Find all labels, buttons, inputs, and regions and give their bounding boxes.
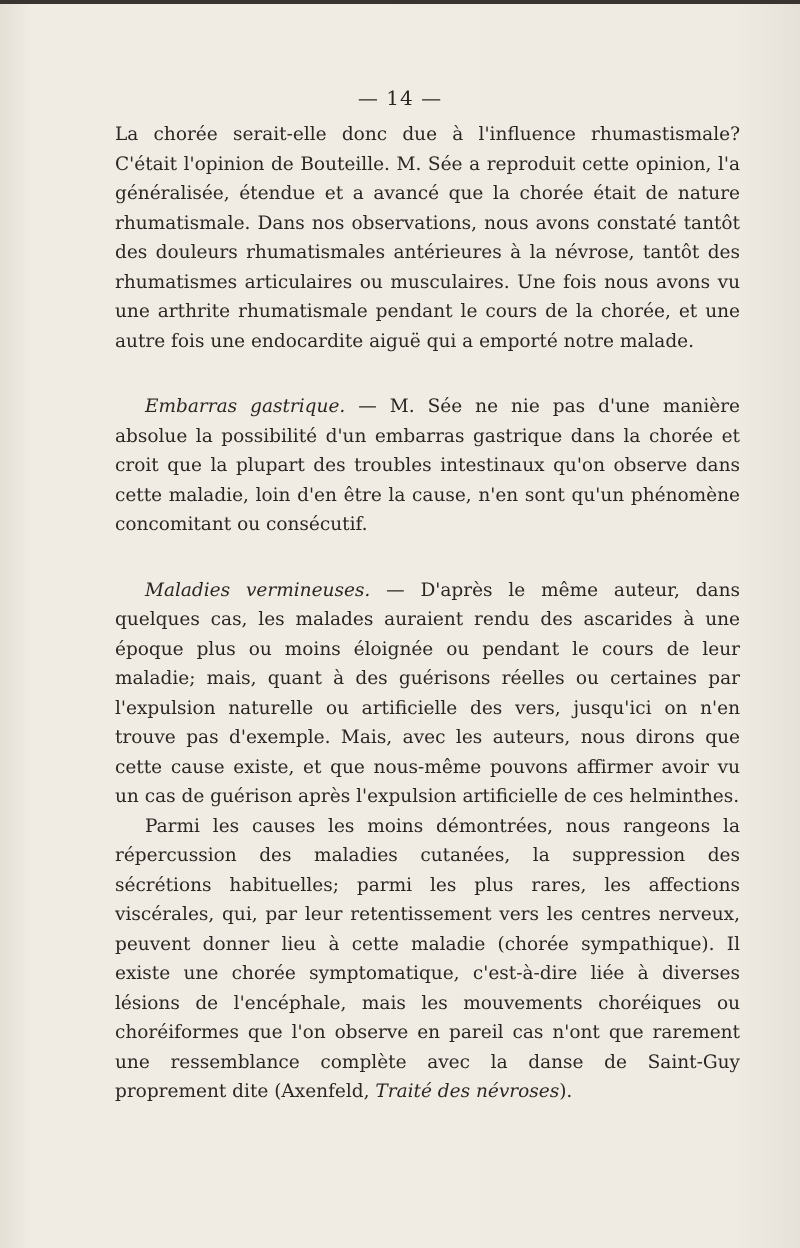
paragraph-rheumatism: La chorée serait-elle donc due à l'influence rhumastismale? C'était l'opinion de Bouteille. M. Sée a reproduit cette opinion, l'a généralisée, étendue et a avancé que la chorée était de nature rhumatismale. Dans nos observations, nous avons constaté tantôt des douleurs rhumatismales antérieures à la névrose, tantôt des rhumatismes articulaires ou musculaires. Une fois nous avons vu une arthrite rhumatismale pendant le cours de la chorée, et une autre fois une endocardite aiguë qui a emporté notre malade. [115, 124, 740, 352]
page-number: — 14 — [357, 86, 443, 110]
citation-title: Traité des névroses [375, 1081, 560, 1102]
body-text [115, 120, 740, 1107]
paragraph-worms-body: — D'après le même auteur, dans quelques cas, les malades auraient rendu des ascarides à une époque plus ou moins éloignée ou pendant le cours de leur maladie; mais, quant à des guérisons réelles ou certaines par l'expulsion naturelle ou artificielle des vers, jusqu'ici on n'en trouve pas d'exemple. Mais, avec les auteurs, nous dirons que cette cause existe, et que nous-même pouvons affirmer avoir vu un cas de guérison après l'expulsion artificielle de ces helminthes. [115, 579, 740, 807]
heading-worms: Maladies vermineuses. [145, 579, 371, 601]
page-edge-top [0, 0, 800, 4]
paragraph-gastric-body: — M. Sée ne nie pas d'une manière absolue la possibilité d'un embarras gastrique dans la chorée et croit que la plupart des troubles intestinaux qu'on observe dans cette maladie, loin d'en être la cause, n'en sont qu'un phénomène concomitant ou consécutif. [115, 396, 740, 535]
heading-gastric: Embarras gastrique. [145, 396, 346, 417]
paragraph-gastric [115, 392, 740, 540]
paragraph-causes-end: ). [559, 1081, 573, 1102]
paragraph-causes [115, 812, 740, 1107]
paragraph-causes-body: Parmi les causes les moins démontrées, nous rangeons la répercussion des maladies cutanées, la suppression des sécrétions habituelles; parmi les plus rares, les affections viscérales, qui, par leur retentissement vers les centres nerveux, peuvent donner lieu à cette maladie (chorée sympathique). Il existe une chorée symptomatique, c'est-à-dire liée à diverses lésions de l'encéphale, mais les mouvements choréiques ou choréiformes que l'on observe en pareil cas n'ont que rarement une ressemblance complète avec la danse de Saint-Guy proprement dite (Axenfeld, [115, 815, 740, 1102]
paragraph-worms [115, 576, 740, 812]
